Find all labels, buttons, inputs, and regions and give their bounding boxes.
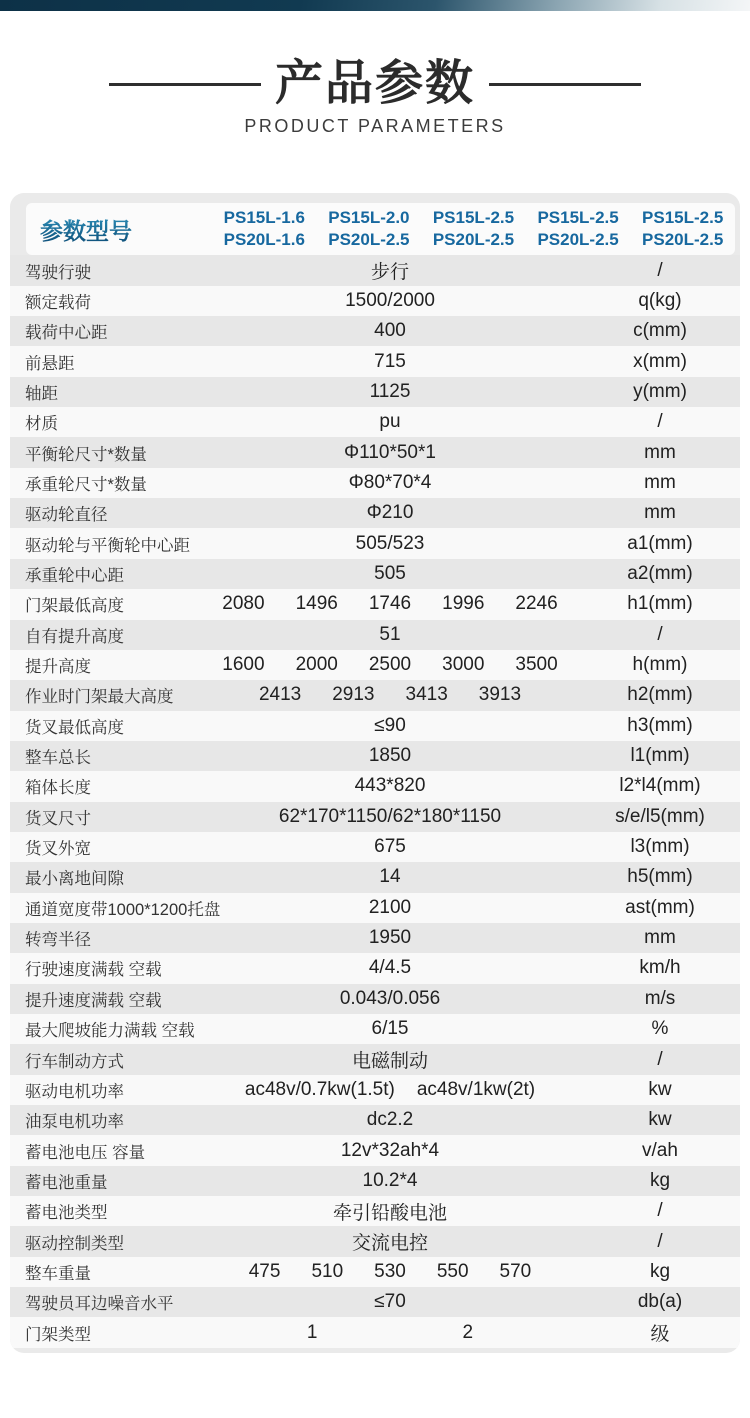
row-value: 530 (374, 1260, 406, 1282)
table-row (10, 286, 740, 316)
row-value: ≤90 (374, 714, 406, 736)
row-unit: a2(mm) (627, 563, 693, 584)
model-name-line2: PS20L-2.5 (537, 230, 619, 250)
row-label: 载荷中心距 (25, 324, 108, 343)
row-unit: h2(mm) (627, 684, 693, 706)
row-values (200, 1198, 580, 1225)
row-values (200, 381, 580, 403)
row-label: 行车制动方式 (25, 1052, 124, 1071)
row-values (200, 1322, 580, 1344)
row-value: 12v*32ah*4 (340, 1139, 440, 1161)
row-value: 715 (374, 350, 406, 372)
row-unit: l2*l4(mm) (619, 775, 701, 797)
row-value: 2246 (515, 593, 558, 615)
model-column (421, 207, 526, 252)
row-value: 2100 (368, 896, 412, 918)
row-value: 475 (248, 1260, 281, 1282)
table-row (10, 407, 740, 437)
table-row (10, 1166, 740, 1196)
table-row (10, 559, 740, 589)
row-value: Φ210 (366, 502, 414, 524)
row-values (200, 290, 580, 312)
row-label: 平衡轮尺寸*数量 (25, 445, 147, 464)
model-name-line2: PS20L-2.5 (642, 230, 724, 250)
row-label: 承重轮中心距 (25, 567, 124, 585)
row-value: 510 (311, 1260, 344, 1282)
row-values (200, 1018, 580, 1040)
row-unit: kw (648, 1109, 672, 1131)
row-value: 2913 (332, 684, 375, 706)
row-unit: v/ah (642, 1139, 678, 1161)
row-value: 3500 (515, 654, 558, 676)
model-column (212, 207, 317, 252)
row-label: 通道宽度带1000*1200托盘 (25, 900, 221, 919)
row-value: 交流电控 (351, 1233, 428, 1255)
row-unit: 级 (650, 1324, 670, 1346)
row-label: 驱动控制类型 (25, 1234, 124, 1253)
row-value: 牵引铅酸电池 (332, 1202, 447, 1224)
row-value: 1 (306, 1321, 318, 1343)
row-values (200, 715, 580, 737)
row-label: 前悬距 (25, 354, 75, 373)
row-unit: l3(mm) (630, 836, 690, 858)
row-label: 驾驶行驶 (25, 263, 91, 282)
row-label: 提升高度 (25, 658, 91, 677)
row-value: 1950 (368, 927, 412, 949)
row-values (200, 320, 580, 342)
row-unit: ast(mm) (625, 896, 695, 918)
table-row (10, 620, 740, 650)
table-row (10, 1075, 740, 1105)
row-unit: a1(mm) (627, 532, 693, 554)
table-row (10, 862, 740, 892)
row-label: 蓄电池电压 容量 (25, 1143, 146, 1162)
model-name-line1: PS15L-2.5 (537, 207, 619, 227)
row-unit: m/s (644, 987, 676, 1009)
table-row (10, 741, 740, 771)
table-row (10, 1014, 740, 1044)
row-values (200, 472, 580, 494)
row-label: 材质 (25, 415, 58, 434)
row-label: 最大爬坡能力满载 空载 (25, 1022, 195, 1041)
table-row (10, 984, 740, 1014)
row-label: 整车重量 (25, 1264, 91, 1283)
row-values (200, 411, 580, 433)
row-values (200, 897, 580, 919)
row-value: 4/4.5 (368, 957, 412, 979)
table-row (10, 923, 740, 953)
table-row (10, 1226, 740, 1256)
row-unit: h1(mm) (627, 593, 693, 615)
row-value: 400 (374, 320, 406, 342)
table-header-label: 参数型号 (26, 213, 212, 246)
table-row (10, 802, 740, 832)
row-label: 作业时门架最大高度 (25, 688, 174, 707)
row-unit: mm (644, 471, 676, 493)
row-values (200, 533, 580, 555)
table-row (10, 437, 740, 467)
model-column (630, 207, 735, 252)
row-unit: % (651, 1018, 669, 1040)
row-values (200, 1170, 580, 1192)
row-value: 570 (499, 1260, 532, 1282)
row-value: 1996 (442, 593, 485, 615)
row-label: 货叉尺寸 (25, 809, 91, 828)
row-unit: h(mm) (632, 654, 688, 676)
row-value: 6/15 (371, 1018, 409, 1040)
row-unit: x(mm) (633, 350, 687, 372)
row-value: 2 (462, 1321, 474, 1343)
row-unit: h3(mm) (627, 714, 693, 736)
row-value: 62*170*1150/62*180*1150 (278, 805, 502, 827)
row-value: 2000 (295, 654, 338, 676)
row-label: 箱体长度 (25, 779, 91, 798)
row-value: 3000 (442, 654, 485, 676)
table-row (10, 650, 740, 680)
row-label: 驱动轮与平衡轮中心距 (25, 536, 190, 555)
table-row (10, 1287, 740, 1317)
row-values (200, 593, 580, 615)
row-value: ac48v/1kw(2t) (416, 1078, 536, 1100)
model-name-line2: PS20L-1.6 (223, 230, 305, 250)
row-unit: mm (644, 441, 676, 463)
row-values (200, 684, 580, 706)
row-values (200, 1228, 580, 1255)
row-label: 行驶速度满载 空载 (25, 961, 162, 980)
row-unit: mm (644, 502, 676, 524)
row-values (200, 806, 580, 828)
row-values (200, 836, 580, 858)
row-unit: / (657, 259, 663, 281)
row-label: 货叉最低高度 (25, 718, 124, 737)
table-row (10, 1135, 740, 1165)
row-label: 门架最低高度 (25, 597, 124, 616)
table-row (10, 468, 740, 498)
row-values (200, 442, 580, 464)
table-row (10, 832, 740, 862)
row-value: 505/523 (355, 532, 425, 554)
row-label: 自有提升高度 (25, 627, 124, 646)
row-values (200, 1046, 580, 1073)
row-unit: km/h (639, 957, 681, 979)
row-unit: / (657, 1048, 663, 1070)
table-row (10, 771, 740, 801)
row-value: 1746 (368, 593, 412, 615)
top-gradient-banner (0, 0, 750, 11)
row-unit: kg (649, 1260, 671, 1282)
row-values (200, 988, 580, 1010)
row-value: ac48v/0.7kw(1.5t) (244, 1078, 395, 1100)
row-value: 443*820 (354, 775, 426, 797)
row-value: 1500/2000 (345, 289, 435, 311)
row-unit: kg (649, 1169, 671, 1191)
row-value: 1496 (295, 593, 338, 615)
row-values (200, 745, 580, 767)
row-label: 承重轮尺寸*数量 (25, 475, 147, 494)
row-value: ≤70 (374, 1291, 406, 1313)
row-value: 505 (374, 563, 406, 584)
row-values (200, 502, 580, 524)
row-unit: h5(mm) (627, 866, 693, 888)
row-value: 1850 (368, 745, 412, 767)
table-row (10, 711, 740, 741)
row-label: 货叉外宽 (25, 840, 91, 859)
row-label: 转弯半径 (25, 931, 91, 950)
row-values (200, 1261, 580, 1283)
table-row (10, 893, 740, 923)
row-unit: / (657, 1230, 663, 1252)
row-label: 蓄电池重量 (25, 1173, 108, 1192)
table-row (10, 255, 740, 285)
model-column (526, 207, 631, 252)
table-row (10, 346, 740, 376)
table-row (10, 377, 740, 407)
row-unit: c(mm) (633, 320, 687, 342)
row-value: 10.2*4 (362, 1169, 418, 1191)
model-name-line2: PS20L-2.5 (432, 230, 515, 250)
model-name-line1: PS15L-2.5 (432, 207, 515, 227)
row-label: 提升速度满载 空载 (25, 991, 162, 1010)
row-unit: mm (644, 927, 676, 949)
row-values (200, 1291, 580, 1313)
row-values (200, 654, 580, 676)
row-values (200, 1140, 580, 1162)
page-title: 产品参数 (274, 57, 475, 110)
model-name-line2: PS20L-2.5 (328, 230, 410, 250)
row-values (200, 351, 580, 373)
title-divider-right (489, 83, 641, 86)
row-values (200, 927, 580, 949)
row-value: Φ80*70*4 (348, 471, 432, 493)
row-values (200, 624, 580, 646)
title-section (0, 59, 750, 137)
row-unit: l1(mm) (630, 745, 690, 767)
row-value: 675 (374, 836, 406, 858)
row-value: 0.043/0.056 (339, 987, 441, 1009)
row-label: 驱动轮直径 (25, 506, 108, 525)
table-row (10, 680, 740, 710)
row-label: 油泵电机功率 (25, 1113, 124, 1132)
table-header-row (26, 203, 735, 255)
row-value: pu (379, 411, 401, 433)
row-unit: kw (648, 1078, 672, 1100)
row-label: 整车总长 (25, 749, 91, 768)
row-value: 1125 (369, 380, 411, 402)
model-name-line1: PS15L-2.5 (642, 207, 724, 227)
row-unit: q(kg) (638, 289, 682, 311)
row-value: 3913 (478, 684, 522, 706)
row-values (200, 957, 580, 979)
row-value: 51 (379, 623, 401, 645)
row-values (200, 775, 580, 797)
table-body (10, 255, 740, 1347)
row-value: 550 (436, 1260, 469, 1282)
model-name-line1: PS15L-2.0 (328, 207, 410, 227)
row-label: 门架类型 (25, 1325, 91, 1344)
row-value: 1600 (222, 654, 265, 676)
row-values (200, 866, 580, 888)
table-row (10, 589, 740, 619)
table-row (10, 528, 740, 558)
row-label: 轴距 (25, 384, 58, 403)
row-values (200, 1109, 580, 1131)
row-value: 14 (379, 866, 401, 888)
row-value: 电磁制动 (351, 1051, 428, 1072)
table-row (10, 498, 740, 528)
model-column (317, 207, 422, 252)
table-row (10, 1105, 740, 1135)
spec-table (10, 193, 740, 1352)
row-value: 2500 (368, 654, 412, 676)
row-unit: / (657, 411, 663, 433)
row-value: 2080 (222, 593, 265, 615)
row-values (200, 257, 580, 284)
table-row (10, 1044, 740, 1074)
title-divider-left (109, 83, 261, 86)
row-value: 步行 (370, 262, 409, 284)
row-values (200, 563, 580, 585)
row-label: 最小离地间隙 (25, 870, 124, 889)
row-label: 驱动电机功率 (25, 1082, 124, 1101)
table-row (10, 953, 740, 983)
row-values (200, 1079, 580, 1101)
row-unit: / (657, 1200, 663, 1222)
row-value: Φ110*50*1 (344, 441, 436, 463)
row-unit: s/e/l5(mm) (615, 805, 705, 827)
row-value: 2413 (258, 684, 302, 706)
row-value: dc2.2 (366, 1109, 414, 1131)
table-header-models (212, 207, 735, 252)
row-unit: / (657, 623, 663, 645)
table-row (10, 1257, 740, 1287)
page-subtitle: PRODUCT PARAMETERS (244, 116, 506, 137)
row-label: 蓄电池类型 (25, 1204, 108, 1223)
table-row (10, 1196, 740, 1226)
row-label: 驾驶员耳边噪音水平 (25, 1295, 174, 1314)
table-row (10, 316, 740, 346)
row-label: 额定载荷 (25, 293, 91, 312)
table-row (10, 1317, 740, 1347)
model-name-line1: PS15L-1.6 (223, 207, 305, 227)
row-unit: db(a) (637, 1291, 683, 1313)
row-value: 3413 (405, 684, 448, 706)
row-unit: y(mm) (633, 380, 687, 402)
